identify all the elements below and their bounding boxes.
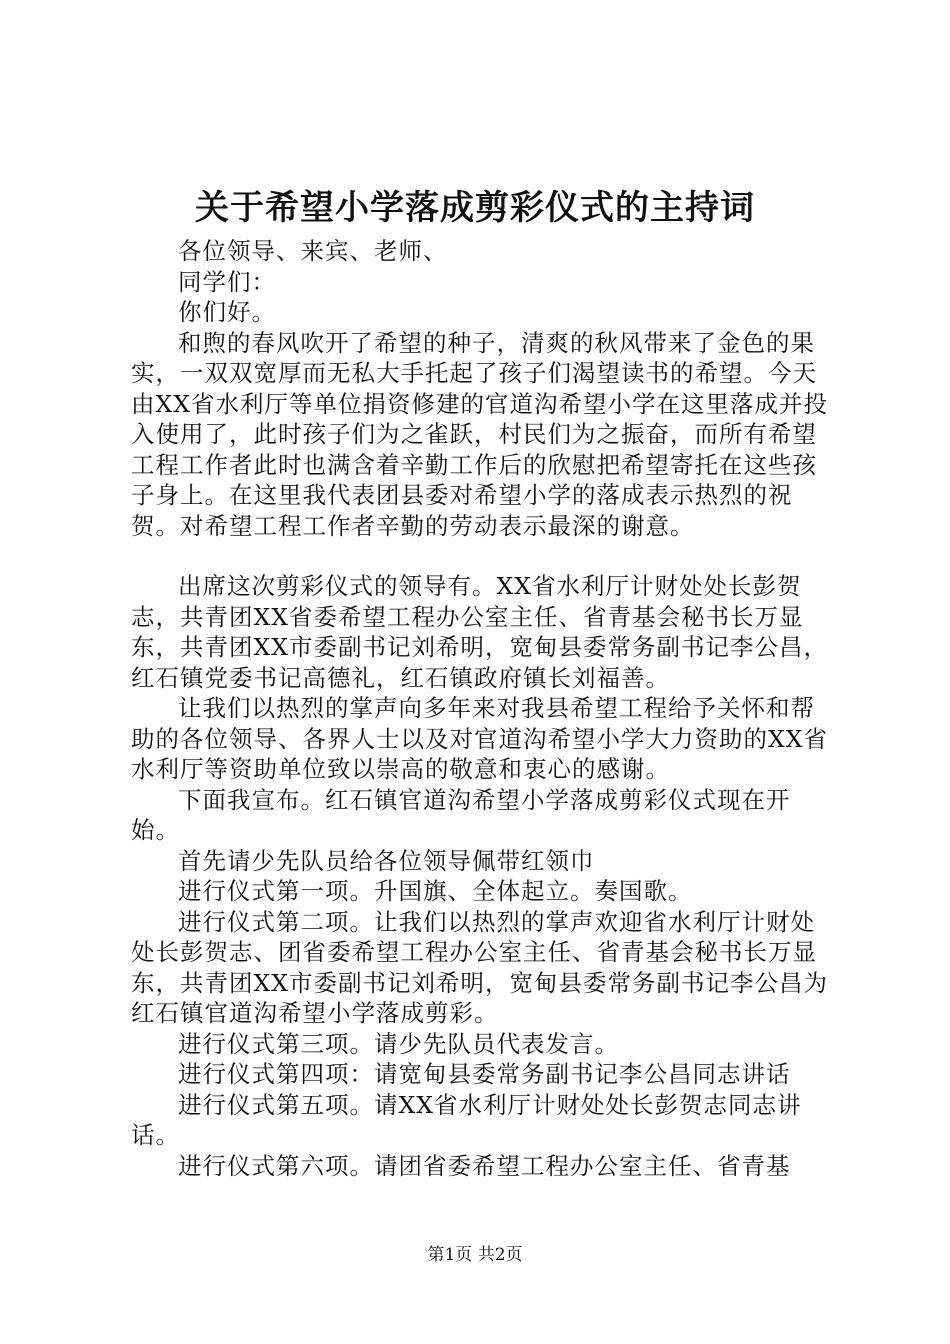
paragraph-attendees: 出席这次剪彩仪式的领导有。XX省水利厅计财处处长彭贺志，共青团XX省委希望工程办公室主任、省青基会秘书长万显东，共青团XX市委副书记刘希明，宽甸县委常务副书记李公昌，红石镇党委书记高德礼，红石镇政府镇长刘福善。 [131, 572, 828, 692]
greeting-line-3: 你们好。 [178, 298, 276, 326]
paragraph-red-scarf: 首先请少先队员给各位领导佩带红领巾 [178, 846, 595, 875]
paragraph-thanks: 让我们以热烈的掌声向多年来对我县希望工程给予关怀和帮助的各位领导、各界人士以及对官道沟希望小学大力资助的XX省水利厅等资助单位致以崇高的敬意和衷心的感谢。 [131, 694, 828, 783]
ceremony-item-1: 进行仪式第一项。升国旗、全体起立。奏国歌。 [178, 877, 693, 905]
ceremony-item-2: 进行仪式第二项。让我们以热烈的掌声欢迎省水利厅计财处处长彭贺志、团省委希望工程办公室主任、省青基会秘书长万显东，共青团XX市委副书记刘希明，宽甸县委常务副书记李公昌为红石镇官道沟希望小学落成剪彩。 [131, 907, 828, 1027]
paragraph-announcement: 下面我宣布。红石镇官道沟希望小学落成剪彩仪式现在开始。 [131, 785, 791, 844]
greeting-line-2: 同学们： [178, 267, 276, 296]
ceremony-item-5: 进行仪式第五项。请XX省水利厅计财处处长彭贺志同志讲话。 [131, 1090, 802, 1149]
ceremony-item-3: 进行仪式第三项。请少先队员代表发言。 [178, 1029, 619, 1058]
document-body [131, 236, 831, 1181]
paragraph-opening: 和煦的春风吹开了希望的种子，清爽的秋风带来了金色的果实，一双双宽厚而无私大手托起了孩子们渴望读书的希望。今天由XX省水利厅等单位捐资修建的官道沟希望小学在这里落成并投入使用了，此时孩子们为之雀跃，村民们为之振奋，而所有希望工程工作者此时也满含着辛勤工作后的欣慰把希望寄托在这些孩子身上。在这里我代表团县委对希望小学的落成表示热烈的祝贺。对希望工程工作者辛勤的劳动表示最深的谢意。 [131, 328, 828, 540]
greeting-line-1: 各位领导、来宾、老师、 [178, 237, 448, 265]
page-footer: 第1页 共2页 [427, 1245, 523, 1265]
document-title: 关于希望小学落成剪彩仪式的主持词 [195, 188, 755, 228]
ceremony-item-6: 进行仪式第六项。请团省委希望工程办公室主任、省青基 [178, 1151, 791, 1180]
ceremony-item-4: 进行仪式第四项：请宽甸县委常务副书记李公昌同志讲话 [178, 1060, 791, 1088]
